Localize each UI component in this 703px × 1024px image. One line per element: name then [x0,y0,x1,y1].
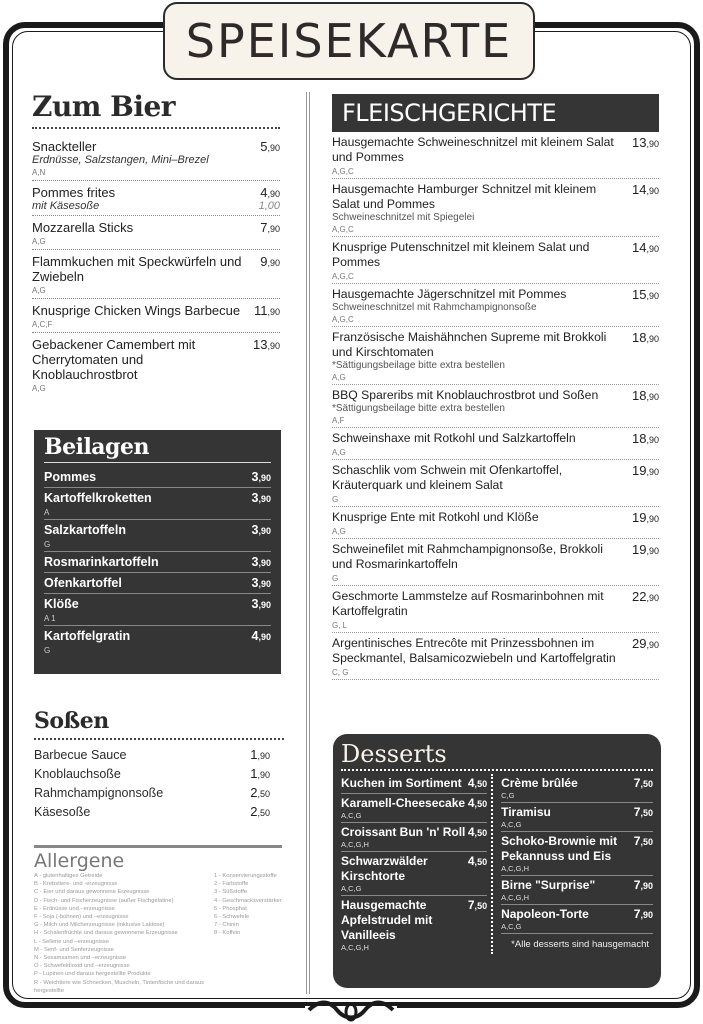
menu-item [332,586,659,633]
divider [44,462,271,463]
item-price: 19,90 [632,463,659,478]
menu-item [332,460,659,507]
item-allergens: A,G [332,448,346,457]
menu-item [332,327,659,385]
item-allergens: G [332,574,339,583]
item-price: 4,50 [467,796,488,810]
item-price: 1,90 [250,747,270,762]
item-allergens: G [332,495,339,504]
item-price: 2,50 [250,804,270,819]
item-description: Erdnüsse, Salzstangen, Mini–Brezel [32,154,209,166]
item-price: 4,50 [467,776,488,790]
menu-item [341,896,487,954]
item-allergens: A,C,G,H [341,943,369,952]
item-price: 14,90 [632,240,659,255]
menu-item [34,765,284,784]
section-zum-bier [32,90,280,396]
item-allergens: G [44,540,51,549]
menu-item [44,594,271,626]
item-allergens: A,C,G [501,922,522,931]
item-description: mit Käsesoße [32,200,100,212]
item-name: Hausgemachte Jägerschnitzel mit Pommes [332,287,567,301]
item-name: Flammkuchen mit Speckwürfeln und Zwiebeln [32,254,242,284]
item-allergens: A,C,G,H [501,893,529,902]
menu-item [332,132,659,179]
item-name: Karamell-Cheesecake [341,796,466,810]
menu-item [32,250,280,299]
menu-item [501,905,653,934]
menu-item [44,573,271,594]
item-price: 3,90 [251,491,271,505]
item-price: 4,50 [467,825,488,839]
item-price: 22,90 [632,589,659,604]
ornament-icon [305,998,397,1022]
item-name: Kartoffelkroketten [44,491,152,505]
item-price: 19,90 [632,510,659,525]
item-price: 4,90 [260,185,280,200]
item-name: Croissant Bun 'n' Roll [341,825,466,839]
extra-price: 1,00 [258,200,280,212]
section-title: FLEISCHGERICHTE [332,94,659,132]
item-name: Hausgemachte Schweineschnitzel mit kleinem Salat und Pommes [332,135,614,164]
item-name: Französische Maishähnchen Supreme mit Brokkoli und Kirschtomaten [332,330,607,359]
item-price: 3,90 [251,576,271,590]
item-name: Schoko-Brownie mit Pekannuss und Eis [501,834,618,863]
item-price: 15,90 [632,287,659,302]
menu-item [341,794,487,823]
desserts-note: *Alle desserts sind hausgemacht [511,939,649,950]
menu-item [501,876,653,905]
item-name: BBQ Spareribs mit Knoblauchrostbrot und Soßen [332,388,599,402]
menu-item [44,520,271,552]
item-name: Rahmchampignonsoße [34,786,164,800]
item-name: Schweinefilet mit Rahmchampignonsoße, Brokkoli und Rosmarinkartoffeln [332,542,603,571]
item-name: Hausgemachte Hamburger Schnitzel mit kleinem Salat und Pommes [332,182,597,211]
item-description: Schweineschnitzel mit Spiegelei [332,212,475,223]
item-allergens: A,G [332,527,346,536]
section-desserts [333,734,661,988]
menu-item [341,823,487,852]
item-price: 29,90 [632,636,659,651]
item-allergens: A,N [32,168,46,177]
dotted-divider [32,127,280,129]
item-name: Kartoffelgratin [44,629,131,643]
item-name: Geschmorte Lammstelze auf Rosmarinbohnen mit Kartoffelgratin [332,589,604,618]
item-name: Klöße [44,597,79,611]
item-allergens: A,G,C [332,225,354,234]
item-price: 7,90 [633,907,653,921]
item-name: Pommes [44,470,97,484]
item-name: Snackteller [32,139,97,154]
item-name: Napoleon-Torte [501,907,589,921]
item-name: Knusprige Chicken Wings Barbecue [32,303,241,318]
item-price: 7,50 [633,776,653,790]
section-title: Beilagen [44,434,149,460]
item-allergens: A,C,G [501,820,522,829]
item-allergens: A,G,C [332,315,354,324]
item-name: Kuchen im Sortiment [341,776,462,790]
item-name: Gebackener Camembert mit Cherrytomaten und Knoblauchrostbrot [32,337,196,382]
menu-item [44,552,271,573]
item-name: Crème brûlée [501,776,578,790]
item-price: 3,90 [251,555,271,569]
item-price: 7,50 [633,805,653,819]
desserts-right-column [493,774,653,954]
menu-item [44,488,271,520]
divider [34,845,282,848]
item-name: Rosmarinkartoffeln [44,555,159,569]
item-name: Mozzarella Sticks [32,220,134,235]
item-description: Schweineschnitzel mit Rahmchampignonsoße [332,302,537,313]
item-price: 3,90 [251,597,271,611]
item-price: 19,90 [632,542,659,557]
column-divider [306,92,310,994]
item-allergens: A [44,508,50,517]
section-title: Allergene [34,850,125,872]
menu-item [32,135,280,181]
item-allergens: C,G [501,791,515,800]
item-name: Knusprige Putenschnitzel mit kleinem Salat und Pommes [332,240,590,269]
item-allergens: A,G [32,237,46,246]
item-name: Pommes frites [32,185,116,200]
item-price: 7,90 [260,220,280,235]
item-price: 4,90 [251,629,271,643]
item-name: Schwarzwälder Kirschtorte [341,854,428,883]
item-price: 3,90 [251,523,271,537]
section-title: Zum Bier [32,90,176,123]
item-name: Barbecue Sauce [34,748,127,762]
menu-item [341,774,487,794]
menu-item [332,179,659,237]
item-price: 18,90 [632,431,659,446]
section-beilagen [34,430,281,674]
item-name: Knoblauchsoße [34,767,121,781]
item-allergens: A,G [32,286,46,295]
menu-title: SPEISEKARTE [185,14,513,68]
item-allergens: C, G [332,668,349,677]
desserts-left-column [341,774,493,954]
menu-item [34,746,284,765]
item-price: 7,90 [633,878,653,892]
dotted-divider [34,738,284,740]
item-name: Tiramisu [501,805,551,819]
menu-item [32,299,280,333]
item-price: 1,90 [250,766,270,781]
item-price: 7,50 [467,898,488,912]
section-title: Soßen [34,708,109,734]
item-price: 4,50 [467,854,488,868]
item-name: Birne "Surprise" [501,878,596,892]
section-fleischgerichte [332,94,659,680]
item-name: Hausgemachte Apfelstrudel mit Vanilleeis [341,898,433,942]
menu-item [44,467,271,488]
item-name: Argentinisches Entrecôte mit Prinzessbohnen im Speckmantel, Balsamicozwiebeln und Kartoffelgratin [332,636,616,665]
menu-item [332,385,659,428]
item-allergens: A,C,G [341,884,362,893]
item-allergens: A,F [332,416,345,425]
item-allergens: A,G [32,384,46,393]
item-allergens: G, L [332,621,348,630]
item-price: 18,90 [632,388,659,403]
item-price: 11,90 [253,303,280,318]
item-allergens: A,C,G [341,811,362,820]
item-allergens: A,C,F [32,320,53,329]
menu-item [32,181,280,216]
menu-item [332,507,659,539]
item-allergens: A,G [332,373,346,382]
item-allergens: A 1 [44,614,56,623]
item-price: 9,90 [260,254,280,269]
item-price: 3,90 [251,470,271,484]
section-sossen [34,708,284,822]
menu-item [501,832,653,876]
item-name: Ofenkartoffel [44,576,122,590]
item-price: 13,90 [632,135,659,150]
item-description: *Sättigungsbeilage bitte extra bestellen [332,360,505,371]
item-allergens: A,G,C [332,167,354,176]
item-allergens: G [44,646,51,655]
menu-item [341,852,487,896]
menu-item [501,803,653,832]
menu-item [332,633,659,680]
allergen-number-list: 1 - Konservierungsstoffe 2 - Farbstoffe 3 - Süßstoffe 4 - Geschmacksverstärker 5 - Phosphat 6 - Schwefele 7 - Chinin 8 - Koffein [214,873,282,937]
item-price: 18,90 [632,330,659,345]
menu-item [34,784,284,803]
item-name: Schaschlik vom Schwein mit Ofenkartoffel, Kräuterquark und kleinem Salat [332,463,563,492]
item-name: Käsesoße [34,805,91,819]
item-allergens: A,G,C [332,272,354,281]
item-price: 2,50 [250,785,270,800]
item-allergens: A,C,G,H [341,840,369,849]
section-title: Desserts [341,740,447,768]
section-allergene [34,845,282,995]
item-name: Salzkartoffeln [44,523,126,537]
menu-item [332,428,659,460]
menu-item [34,803,284,822]
allergen-letter-list: A - glutenhaltiges Getreide B - Krebstiere- und -erzeugnisse C - Eier und daraus gewonnene Erzeugnisse D - Fisch- und Fischerzeugnisse (außer Fischgelatine) E - Erdnüsse und –erzeugnisse F - Soja (-bohnen) und –erzeugnisse G - Milch und Milcherzeugnisse (inklusive Laktose) H - Schalenfrüchte und daraus gewonnene Erzeugnisse L - Sellerie und –erzeugnisse M - Senf- und Senferzeugnisse N - Sesamsamen und –erzeugnisse O - Schwefeldioxid und –erzeugnisse P - Lupinen und daraus hergestellte Produkte R - Weichtiere wie Schnecken, Muscheln, Tintenfische und daraus hergestellte [34,873,205,994]
menu-item [332,237,659,284]
item-price: 14,90 [632,182,659,197]
menu-item [501,774,653,803]
item-price: 7,50 [633,834,653,848]
item-description: *Sättigungsbeilage bitte extra bestellen [332,403,505,414]
title-plaque [163,2,535,80]
item-price: 5,90 [260,139,280,154]
item-name: Knusprige Ente mit Rotkohl und Klöße [332,510,539,524]
menu-item [32,216,280,250]
menu-item [332,539,659,586]
item-price: 13,90 [253,337,280,352]
menu-item [32,333,280,396]
dotted-divider [341,769,653,771]
item-allergens: A,C,G,H [501,864,529,873]
item-name: Schweinshaxe mit Rotkohl und Salzkartoffeln [332,431,576,445]
menu-item [332,284,659,327]
menu-item [44,626,271,657]
